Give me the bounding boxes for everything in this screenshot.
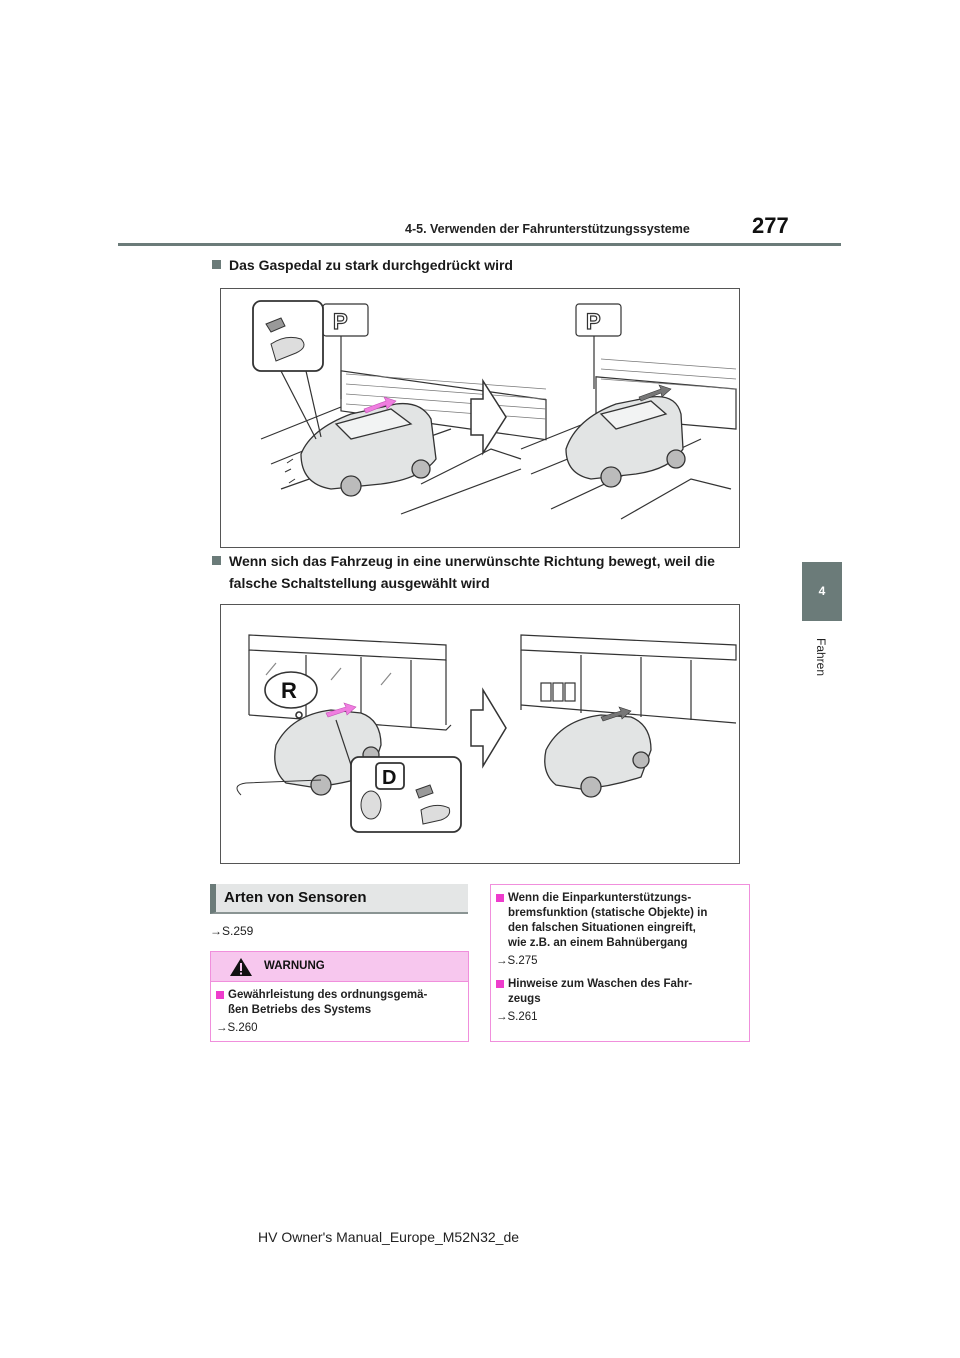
thought-r-label: R (281, 678, 297, 703)
warning-title: WARNUNG (264, 960, 325, 972)
car-illustration (566, 397, 685, 487)
info-item-text: bremsfunktion (statische Objekte) in (508, 907, 708, 919)
info-item-text: den falschen Situationen eingreift, (508, 922, 696, 934)
square-bullet-icon (212, 260, 221, 269)
info-item-text: Wenn die Einparkunterstützungs- (508, 892, 692, 904)
section-heading-gas-pedal (212, 254, 513, 276)
square-bullet-icon (212, 556, 221, 565)
illustration-parking-accelerator (221, 289, 739, 547)
info-item-text: Hinweise zum Waschen des Fahr- (508, 978, 693, 990)
arrow-right-icon (471, 690, 506, 766)
chapter-number: 4 (818, 584, 826, 598)
sensor-types-heading-text: Arten von Sensoren (224, 889, 367, 906)
svg-text:P: P (333, 309, 348, 334)
car-illustration (545, 715, 651, 797)
warning-header (211, 952, 468, 982)
figure-gas-pedal (220, 288, 740, 548)
warning-item-text: Gewährleistung des ordnungsgemä- (228, 989, 428, 1001)
warning-item-text-cont: ßen Betriebs des Systems (228, 1004, 372, 1016)
warning-box (210, 951, 469, 1042)
info-item-reference-link[interactable]: →S.261 (496, 1011, 538, 1023)
info-item (491, 977, 749, 1007)
sensor-types-reference-link[interactable]: →S.259 (210, 924, 254, 938)
page-number: 277 (752, 213, 789, 238)
info-item (491, 891, 749, 951)
svg-text:P: P (586, 309, 601, 334)
info-item-text: zeugs (508, 993, 541, 1005)
info-item-text: wie z.B. an einem Bahnübergang (508, 937, 688, 949)
magenta-square-bullet-icon (496, 980, 504, 988)
magenta-square-bullet-icon (496, 894, 504, 902)
car-illustration (285, 404, 436, 496)
warning-item-reference-link[interactable]: →S.260 (216, 1022, 258, 1034)
warning-item (211, 988, 468, 1018)
section-heading-wrong-shift (212, 550, 715, 594)
illustration-storefront-shift (221, 605, 739, 863)
sensor-types-heading (210, 884, 468, 914)
chapter-label: Fahren (814, 637, 828, 677)
magenta-square-bullet-icon (216, 991, 224, 999)
shift-d-label: D (382, 767, 397, 789)
header-divider (118, 243, 841, 246)
section-heading-text: Wenn sich das Fahrzeug in eine unerwünschte Richtung bewegt, weil die (229, 553, 715, 569)
info-item-reference-link[interactable]: →S.275 (496, 955, 538, 967)
warning-triangle-icon (229, 957, 253, 977)
section-title: 4-5. Verwenden der Fahrunterstützungssysteme (405, 222, 690, 236)
info-box (490, 884, 750, 1042)
figure-wrong-shift (220, 604, 740, 864)
section-heading-text: Das Gaspedal zu stark durchgedrückt wird (229, 257, 513, 273)
section-heading-text-cont: falsche Schaltstellung ausgewählt wird (229, 575, 490, 591)
chapter-tab[interactable] (802, 562, 842, 621)
footer-manual-id: HV Owner's Manual_Europe_M52N32_de (258, 1229, 520, 1245)
